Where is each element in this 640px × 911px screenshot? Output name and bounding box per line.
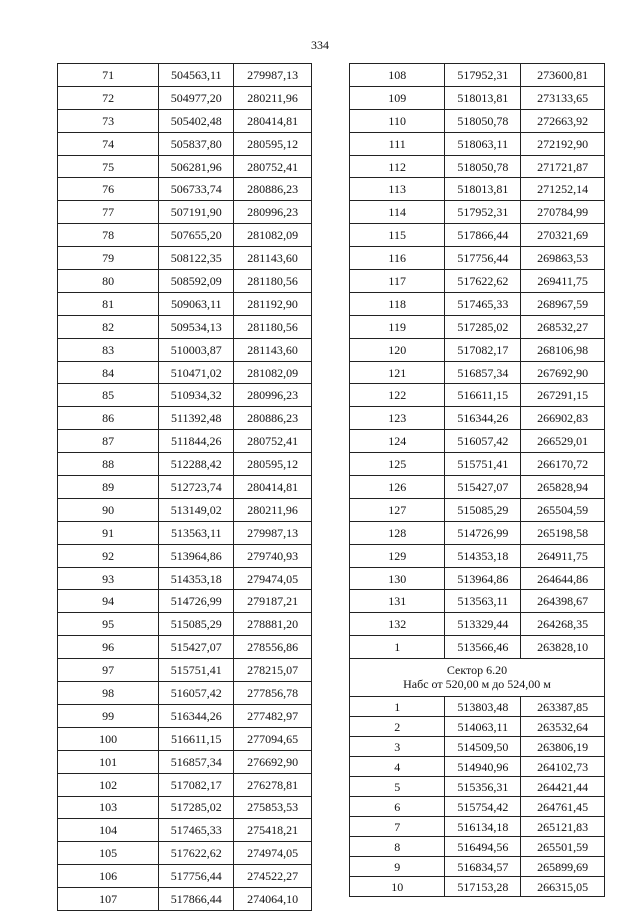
x-coordinate-cell: 506281,96 — [159, 155, 234, 178]
x-coordinate-cell: 516611,15 — [159, 727, 234, 750]
x-coordinate-cell: 513964,86 — [445, 567, 521, 590]
table-row — [350, 521, 605, 544]
point-number-cell: 126 — [350, 476, 445, 499]
y-coordinate-cell: 275418,21 — [234, 819, 312, 842]
table-row — [58, 636, 312, 659]
table-row — [58, 750, 312, 773]
table-row — [350, 817, 605, 837]
y-coordinate-cell: 264644,86 — [521, 567, 605, 590]
y-coordinate-cell: 280752,41 — [234, 430, 312, 453]
x-coordinate-cell: 517465,33 — [159, 819, 234, 842]
x-coordinate-cell: 508122,35 — [159, 247, 234, 270]
x-coordinate-cell: 517622,62 — [445, 270, 521, 293]
table-row — [350, 224, 605, 247]
x-coordinate-cell: 516057,42 — [159, 682, 234, 705]
point-number-cell: 2 — [350, 717, 445, 737]
point-number-cell: 124 — [350, 430, 445, 453]
x-coordinate-cell: 515751,41 — [159, 659, 234, 682]
sector-subtitle: Набс от 520,00 м до 524,00 м — [403, 676, 551, 691]
y-coordinate-cell: 266902,83 — [521, 407, 605, 430]
y-coordinate-cell: 281143,60 — [234, 338, 312, 361]
point-number-cell: 112 — [350, 155, 445, 178]
x-coordinate-cell: 513563,11 — [445, 590, 521, 613]
point-number-cell: 77 — [58, 201, 159, 224]
y-coordinate-cell: 265828,94 — [521, 476, 605, 499]
table-row — [58, 201, 312, 224]
x-coordinate-cell: 504977,20 — [159, 86, 234, 109]
table-row — [350, 384, 605, 407]
y-coordinate-cell: 265198,58 — [521, 521, 605, 544]
sector-header-row — [350, 659, 605, 697]
x-coordinate-cell: 517285,02 — [159, 796, 234, 819]
point-number-cell: 7 — [350, 817, 445, 837]
x-coordinate-cell: 518013,81 — [445, 178, 521, 201]
y-coordinate-cell: 266170,72 — [521, 453, 605, 476]
table-row — [350, 636, 605, 659]
point-number-cell: 116 — [350, 247, 445, 270]
point-number-cell: 115 — [350, 224, 445, 247]
table-row — [58, 155, 312, 178]
x-coordinate-cell: 518063,11 — [445, 132, 521, 155]
y-coordinate-cell: 264421,44 — [521, 777, 605, 797]
x-coordinate-cell: 517866,44 — [445, 224, 521, 247]
table-row — [350, 407, 605, 430]
x-coordinate-cell: 516057,42 — [445, 430, 521, 453]
point-number-cell: 93 — [58, 567, 159, 590]
point-number-cell: 72 — [58, 86, 159, 109]
x-coordinate-cell: 514726,99 — [159, 590, 234, 613]
point-number-cell: 102 — [58, 773, 159, 796]
x-coordinate-cell: 515427,07 — [445, 476, 521, 499]
y-coordinate-cell: 265501,59 — [521, 837, 605, 857]
y-coordinate-cell: 280886,23 — [234, 407, 312, 430]
x-coordinate-cell: 509063,11 — [159, 292, 234, 315]
y-coordinate-cell: 280595,12 — [234, 132, 312, 155]
y-coordinate-cell: 274974,05 — [234, 842, 312, 865]
point-number-cell: 121 — [350, 361, 445, 384]
x-coordinate-cell: 517756,44 — [159, 865, 234, 888]
x-coordinate-cell: 514063,11 — [445, 717, 521, 737]
y-coordinate-cell: 264102,73 — [521, 757, 605, 777]
y-coordinate-cell: 264761,45 — [521, 797, 605, 817]
point-number-cell: 82 — [58, 315, 159, 338]
table-row — [350, 86, 605, 109]
y-coordinate-cell: 276692,90 — [234, 750, 312, 773]
x-coordinate-cell: 510934,32 — [159, 384, 234, 407]
y-coordinate-cell: 263387,85 — [521, 697, 605, 717]
point-number-cell: 117 — [350, 270, 445, 293]
table-row — [58, 888, 312, 911]
table-row — [58, 567, 312, 590]
x-coordinate-cell: 518050,78 — [445, 109, 521, 132]
y-coordinate-cell: 278556,86 — [234, 636, 312, 659]
x-coordinate-cell: 512723,74 — [159, 476, 234, 499]
table-row — [58, 247, 312, 270]
table-row — [58, 773, 312, 796]
table-row — [58, 224, 312, 247]
point-number-cell: 95 — [58, 613, 159, 636]
y-coordinate-cell: 268967,59 — [521, 292, 605, 315]
point-number-cell: 127 — [350, 498, 445, 521]
table-row — [58, 178, 312, 201]
y-coordinate-cell: 281192,90 — [234, 292, 312, 315]
x-coordinate-cell: 507655,20 — [159, 224, 234, 247]
point-number-cell: 75 — [58, 155, 159, 178]
point-number-cell: 85 — [58, 384, 159, 407]
x-coordinate-cell: 513329,44 — [445, 613, 521, 636]
point-number-cell: 105 — [58, 842, 159, 865]
point-number-cell: 5 — [350, 777, 445, 797]
y-coordinate-cell: 274064,10 — [234, 888, 312, 911]
y-coordinate-cell: 279187,21 — [234, 590, 312, 613]
point-number-cell: 101 — [58, 750, 159, 773]
point-number-cell: 110 — [350, 109, 445, 132]
y-coordinate-cell: 279740,93 — [234, 544, 312, 567]
table-row — [350, 132, 605, 155]
x-coordinate-cell: 515754,42 — [445, 797, 521, 817]
x-coordinate-cell: 508592,09 — [159, 270, 234, 293]
point-number-cell: 90 — [58, 498, 159, 521]
x-coordinate-cell: 505837,80 — [159, 132, 234, 155]
table-row — [350, 797, 605, 817]
point-number-cell: 84 — [58, 361, 159, 384]
table-row — [58, 407, 312, 430]
table-row — [350, 430, 605, 453]
point-number-cell: 87 — [58, 430, 159, 453]
y-coordinate-cell: 281143,60 — [234, 247, 312, 270]
y-coordinate-cell: 281082,09 — [234, 361, 312, 384]
table-row — [350, 315, 605, 338]
point-number-cell: 100 — [58, 727, 159, 750]
point-number-cell: 73 — [58, 109, 159, 132]
table-row — [58, 270, 312, 293]
x-coordinate-cell: 518050,78 — [445, 155, 521, 178]
point-number-cell: 9 — [350, 857, 445, 877]
x-coordinate-cell: 516494,56 — [445, 837, 521, 857]
point-number-cell: 86 — [58, 407, 159, 430]
table-row — [350, 567, 605, 590]
table-row — [58, 544, 312, 567]
table-row — [350, 837, 605, 857]
point-number-cell: 103 — [58, 796, 159, 819]
x-coordinate-cell: 517153,28 — [445, 877, 521, 897]
y-coordinate-cell: 263828,10 — [521, 636, 605, 659]
point-number-cell: 3 — [350, 737, 445, 757]
point-number-cell: 71 — [58, 64, 159, 87]
y-coordinate-cell: 264268,35 — [521, 613, 605, 636]
table-row — [58, 521, 312, 544]
table-row — [350, 155, 605, 178]
x-coordinate-cell: 506733,74 — [159, 178, 234, 201]
x-coordinate-cell: 511844,26 — [159, 430, 234, 453]
point-number-cell: 108 — [350, 64, 445, 87]
point-number-cell: 74 — [58, 132, 159, 155]
y-coordinate-cell: 281082,09 — [234, 224, 312, 247]
x-coordinate-cell: 512288,42 — [159, 453, 234, 476]
point-number-cell: 113 — [350, 178, 445, 201]
x-coordinate-cell: 516344,26 — [159, 704, 234, 727]
point-number-cell: 96 — [58, 636, 159, 659]
table-row — [58, 682, 312, 705]
table-row — [58, 132, 312, 155]
table-row — [58, 498, 312, 521]
y-coordinate-cell: 280211,96 — [234, 86, 312, 109]
y-coordinate-cell: 277856,78 — [234, 682, 312, 705]
table-row — [58, 842, 312, 865]
x-coordinate-cell: 516134,18 — [445, 817, 521, 837]
point-number-cell: 99 — [58, 704, 159, 727]
table-row — [350, 544, 605, 567]
point-number-cell: 106 — [58, 865, 159, 888]
x-coordinate-cell: 514353,18 — [445, 544, 521, 567]
y-coordinate-cell: 280886,23 — [234, 178, 312, 201]
table-row — [350, 613, 605, 636]
y-coordinate-cell: 265121,83 — [521, 817, 605, 837]
y-coordinate-cell: 281180,56 — [234, 270, 312, 293]
y-coordinate-cell: 280752,41 — [234, 155, 312, 178]
y-coordinate-cell: 279474,05 — [234, 567, 312, 590]
x-coordinate-cell: 516344,26 — [445, 407, 521, 430]
table-row — [58, 453, 312, 476]
x-coordinate-cell: 517285,02 — [445, 315, 521, 338]
y-coordinate-cell: 274522,27 — [234, 865, 312, 888]
x-coordinate-cell: 516857,34 — [445, 361, 521, 384]
x-coordinate-cell: 513964,86 — [159, 544, 234, 567]
table-row — [350, 476, 605, 499]
table-row — [350, 247, 605, 270]
table-row — [58, 315, 312, 338]
table-row — [58, 476, 312, 499]
table-row — [350, 717, 605, 737]
x-coordinate-cell: 516834,57 — [445, 857, 521, 877]
table-row — [350, 757, 605, 777]
y-coordinate-cell: 267291,15 — [521, 384, 605, 407]
point-number-cell: 118 — [350, 292, 445, 315]
table-row — [350, 338, 605, 361]
y-coordinate-cell: 269411,75 — [521, 270, 605, 293]
point-number-cell: 76 — [58, 178, 159, 201]
y-coordinate-cell: 281180,56 — [234, 315, 312, 338]
table-row — [350, 697, 605, 717]
table-row — [350, 201, 605, 224]
y-coordinate-cell: 273133,65 — [521, 86, 605, 109]
point-number-cell: 131 — [350, 590, 445, 613]
x-coordinate-cell: 510471,02 — [159, 361, 234, 384]
point-number-cell: 88 — [58, 453, 159, 476]
table-row — [350, 270, 605, 293]
point-number-cell: 4 — [350, 757, 445, 777]
table-row — [58, 338, 312, 361]
point-number-cell: 114 — [350, 201, 445, 224]
coordinates-table-left — [57, 63, 312, 911]
table-row — [58, 865, 312, 888]
y-coordinate-cell: 267692,90 — [521, 361, 605, 384]
table-row — [350, 857, 605, 877]
x-coordinate-cell: 515427,07 — [159, 636, 234, 659]
point-number-cell: 128 — [350, 521, 445, 544]
y-coordinate-cell: 275853,53 — [234, 796, 312, 819]
x-coordinate-cell: 514726,99 — [445, 521, 521, 544]
table-row — [58, 86, 312, 109]
x-coordinate-cell: 517952,31 — [445, 64, 521, 87]
x-coordinate-cell: 513566,46 — [445, 636, 521, 659]
y-coordinate-cell: 263532,64 — [521, 717, 605, 737]
y-coordinate-cell: 264398,67 — [521, 590, 605, 613]
point-number-cell: 6 — [350, 797, 445, 817]
y-coordinate-cell: 280996,23 — [234, 384, 312, 407]
table-row — [350, 737, 605, 757]
point-number-cell: 125 — [350, 453, 445, 476]
y-coordinate-cell: 272663,92 — [521, 109, 605, 132]
y-coordinate-cell: 268532,27 — [521, 315, 605, 338]
y-coordinate-cell: 264911,75 — [521, 544, 605, 567]
x-coordinate-cell: 513149,02 — [159, 498, 234, 521]
x-coordinate-cell: 505402,48 — [159, 109, 234, 132]
y-coordinate-cell: 277094,65 — [234, 727, 312, 750]
table-row — [58, 430, 312, 453]
y-coordinate-cell: 270321,69 — [521, 224, 605, 247]
x-coordinate-cell: 514509,50 — [445, 737, 521, 757]
table-row — [58, 613, 312, 636]
table-row — [58, 64, 312, 87]
table-row — [58, 796, 312, 819]
point-number-cell: 92 — [58, 544, 159, 567]
x-coordinate-cell: 511392,48 — [159, 407, 234, 430]
table-row — [350, 292, 605, 315]
table-row — [350, 453, 605, 476]
point-number-cell: 81 — [58, 292, 159, 315]
table-row — [58, 704, 312, 727]
x-coordinate-cell: 515356,31 — [445, 777, 521, 797]
y-coordinate-cell: 280414,81 — [234, 109, 312, 132]
table-row — [58, 727, 312, 750]
y-coordinate-cell: 279987,13 — [234, 521, 312, 544]
point-number-cell: 120 — [350, 338, 445, 361]
point-number-cell: 83 — [58, 338, 159, 361]
point-number-cell: 1 — [350, 636, 445, 659]
x-coordinate-cell: 514940,96 — [445, 757, 521, 777]
coordinates-table-right — [349, 63, 605, 897]
y-coordinate-cell: 280996,23 — [234, 201, 312, 224]
point-number-cell: 98 — [58, 682, 159, 705]
x-coordinate-cell: 514353,18 — [159, 567, 234, 590]
x-coordinate-cell: 510003,87 — [159, 338, 234, 361]
table-row — [350, 64, 605, 87]
point-number-cell: 104 — [58, 819, 159, 842]
y-coordinate-cell: 271252,14 — [521, 178, 605, 201]
x-coordinate-cell: 515085,29 — [445, 498, 521, 521]
x-coordinate-cell: 513803,48 — [445, 697, 521, 717]
x-coordinate-cell: 516857,34 — [159, 750, 234, 773]
y-coordinate-cell: 268106,98 — [521, 338, 605, 361]
x-coordinate-cell: 515751,41 — [445, 453, 521, 476]
x-coordinate-cell: 518013,81 — [445, 86, 521, 109]
x-coordinate-cell: 517082,17 — [159, 773, 234, 796]
point-number-cell: 109 — [350, 86, 445, 109]
page-number: 334 — [311, 38, 329, 52]
x-coordinate-cell: 513563,11 — [159, 521, 234, 544]
x-coordinate-cell: 515085,29 — [159, 613, 234, 636]
x-coordinate-cell: 517082,17 — [445, 338, 521, 361]
x-coordinate-cell: 517952,31 — [445, 201, 521, 224]
sector-title: Сектор 6.20 — [446, 662, 508, 677]
table-row — [350, 777, 605, 797]
table-row — [58, 384, 312, 407]
y-coordinate-cell: 266315,05 — [521, 877, 605, 897]
y-coordinate-cell: 279987,13 — [234, 64, 312, 87]
table-row — [350, 361, 605, 384]
point-number-cell: 79 — [58, 247, 159, 270]
y-coordinate-cell: 276278,81 — [234, 773, 312, 796]
table-row — [350, 590, 605, 613]
table-row — [58, 590, 312, 613]
x-coordinate-cell: 509534,13 — [159, 315, 234, 338]
y-coordinate-cell: 265504,59 — [521, 498, 605, 521]
point-number-cell: 10 — [350, 877, 445, 897]
point-number-cell: 129 — [350, 544, 445, 567]
table-row — [58, 292, 312, 315]
y-coordinate-cell: 278215,07 — [234, 659, 312, 682]
x-coordinate-cell: 517866,44 — [159, 888, 234, 911]
table-row — [350, 178, 605, 201]
y-coordinate-cell: 272192,90 — [521, 132, 605, 155]
y-coordinate-cell: 263806,19 — [521, 737, 605, 757]
point-number-cell: 132 — [350, 613, 445, 636]
y-coordinate-cell: 266529,01 — [521, 430, 605, 453]
table-row — [350, 498, 605, 521]
point-number-cell: 8 — [350, 837, 445, 857]
y-coordinate-cell: 278881,20 — [234, 613, 312, 636]
table-row — [58, 659, 312, 682]
point-number-cell: 123 — [350, 407, 445, 430]
point-number-cell: 122 — [350, 384, 445, 407]
y-coordinate-cell: 280414,81 — [234, 476, 312, 499]
y-coordinate-cell: 265899,69 — [521, 857, 605, 877]
x-coordinate-cell: 517465,33 — [445, 292, 521, 315]
point-number-cell: 1 — [350, 697, 445, 717]
y-coordinate-cell: 277482,97 — [234, 704, 312, 727]
x-coordinate-cell: 517756,44 — [445, 247, 521, 270]
point-number-cell: 97 — [58, 659, 159, 682]
y-coordinate-cell: 273600,81 — [521, 64, 605, 87]
point-number-cell: 78 — [58, 224, 159, 247]
y-coordinate-cell: 270784,99 — [521, 201, 605, 224]
point-number-cell: 91 — [58, 521, 159, 544]
point-number-cell: 119 — [350, 315, 445, 338]
table-row — [350, 109, 605, 132]
point-number-cell: 111 — [350, 132, 445, 155]
table-row — [58, 361, 312, 384]
point-number-cell: 107 — [58, 888, 159, 911]
y-coordinate-cell: 271721,87 — [521, 155, 605, 178]
point-number-cell: 94 — [58, 590, 159, 613]
point-number-cell: 130 — [350, 567, 445, 590]
sector-header — [350, 659, 605, 697]
y-coordinate-cell: 280211,96 — [234, 498, 312, 521]
y-coordinate-cell: 269863,53 — [521, 247, 605, 270]
x-coordinate-cell: 516611,15 — [445, 384, 521, 407]
table-row — [350, 877, 605, 897]
point-number-cell: 89 — [58, 476, 159, 499]
x-coordinate-cell: 507191,90 — [159, 201, 234, 224]
point-number-cell: 80 — [58, 270, 159, 293]
table-row — [58, 819, 312, 842]
x-coordinate-cell: 504563,11 — [159, 64, 234, 87]
y-coordinate-cell: 280595,12 — [234, 453, 312, 476]
x-coordinate-cell: 517622,62 — [159, 842, 234, 865]
table-row — [58, 109, 312, 132]
